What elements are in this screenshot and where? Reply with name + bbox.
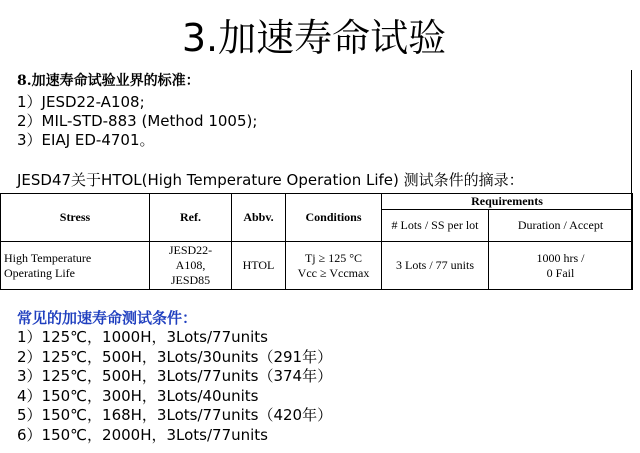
list-item: 6）150℃，2000H，3Lots/77units — [17, 425, 269, 444]
duration-cell: 1000 hrs / 0 Fail — [489, 242, 633, 290]
list-item: 2）125℃，500H，3Lots/30units（291年） — [17, 347, 333, 366]
requirements-header: Requirements — [382, 194, 633, 210]
ref-cell: JESD22- A108, JESD85 — [150, 242, 232, 290]
standard-item: 3）EIAJ ED-4701。 — [17, 131, 155, 149]
lots-header: # Lots / SS per lot — [382, 210, 489, 242]
list-item: 5）150℃，168H，3Lots/77units（420年） — [17, 406, 333, 424]
common-conditions-list — [17, 328, 332, 445]
abbv-header: Abbv. — [232, 194, 286, 242]
stress-cell: High Temperature Operating Life — [1, 242, 150, 290]
jesd47-intro: JESD47关于HTOL(High Temperature Operation Life) 测试条件的摘录： — [17, 171, 524, 189]
standards-heading: 8.加速寿命试验业界的标准： — [17, 73, 200, 89]
list-item: 4）150℃，300H，3Lots/40units — [17, 386, 259, 405]
htol-table — [0, 193, 633, 290]
page-title: 3.加速寿命试验 — [181, 16, 447, 60]
ref-header: Ref. — [150, 194, 232, 242]
conditions-cell: Tj ≥ 125 °C Vcc ≥ Vccmax — [286, 242, 382, 290]
conditions-header: Conditions — [286, 194, 382, 242]
standard-item: 2）MIL-STD-883 (Method 1005); — [17, 112, 258, 130]
duration-header: Duration / Accept — [489, 210, 633, 242]
table-row — [1, 242, 633, 290]
lots-cell: 3 Lots / 77 units — [382, 242, 489, 290]
common-conditions-heading: 常见的加速寿命测试条件： — [17, 309, 198, 327]
standard-item: 1）JESD22-A108; — [17, 93, 145, 111]
stress-header: Stress — [1, 194, 150, 242]
list-item: 1）125℃，1000H，3Lots/77units — [17, 328, 269, 346]
abbv-cell: HTOL — [232, 242, 286, 290]
list-item: 3）125℃，500H，3Lots/77units（374年） — [17, 367, 333, 385]
